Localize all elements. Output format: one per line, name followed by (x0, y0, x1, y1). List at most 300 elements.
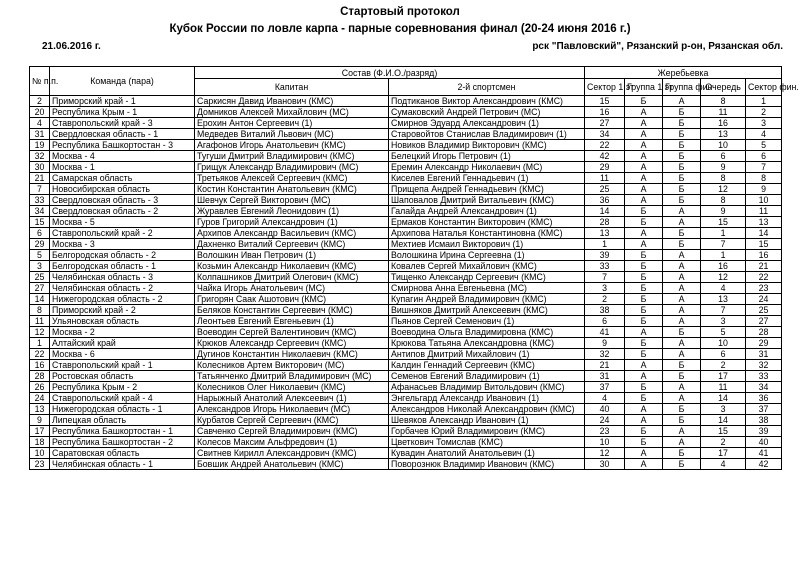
cell-team: Республика Башкортостан - 3 (50, 140, 195, 151)
cell-sector-stage1: 23 (585, 426, 625, 437)
cell-sector-stage1: 33 (585, 261, 625, 272)
cell-order: 6 (701, 349, 746, 360)
column-header-captain: Капитан (195, 79, 389, 96)
cell-order: 1 (701, 228, 746, 239)
cell-group-stage1: Б (625, 272, 663, 283)
cell-group-final: Б (663, 360, 701, 371)
cell-sector-final: 37 (746, 404, 782, 415)
cell-second-athlete: Сумаковский Андрей Петрович (МС) (389, 107, 585, 118)
cell-captain: Домников Алексей Михайлович (МС) (195, 107, 389, 118)
cell-number: 11 (30, 316, 50, 327)
cell-sector-final: 6 (746, 151, 782, 162)
cell-group-stage1: А (625, 448, 663, 459)
cell-sector-final: 7 (746, 162, 782, 173)
cell-group-final: Б (663, 327, 701, 338)
cell-group-final: А (663, 272, 701, 283)
table-row (30, 228, 782, 239)
cell-captain: Григорян Саак Ашотович (КМС) (195, 294, 389, 305)
cell-sector-stage1: 42 (585, 151, 625, 162)
cell-number: 21 (30, 173, 50, 184)
cell-sector-final: 41 (746, 448, 782, 459)
cell-team: Республика Башкортостан - 2 (50, 437, 195, 448)
table-row (30, 371, 782, 382)
table-row (30, 382, 782, 393)
cell-captain: Дугинов Константин Николаевич (КМС) (195, 349, 389, 360)
cell-second-athlete: Прищепа Андрей Геннадьевич (КМС) (389, 184, 585, 195)
cell-number: 10 (30, 448, 50, 459)
cell-number: 12 (30, 327, 50, 338)
cell-order: 16 (701, 118, 746, 129)
cell-captain: Леонтьев Евгений Евгеньевич (1) (195, 316, 389, 327)
cell-sector-final: 24 (746, 294, 782, 305)
cell-team: Нижегородская область - 1 (50, 404, 195, 415)
cell-team: Свердловская область - 3 (50, 195, 195, 206)
cell-group-stage1: Б (625, 261, 663, 272)
group-final-label: Группа фин (665, 82, 713, 92)
cell-sector-stage1: 41 (585, 327, 625, 338)
cell-team: Белгородская область - 1 (50, 261, 195, 272)
cell-group-final: Б (663, 129, 701, 140)
cell-sector-final: 3 (746, 118, 782, 129)
cell-sector-stage1: 3 (585, 283, 625, 294)
cell-sector-stage1: 12 (585, 448, 625, 459)
cell-group-stage1: А (625, 173, 663, 184)
cell-number: 6 (30, 228, 50, 239)
column-header-team: Команда (пара) (50, 67, 195, 96)
cell-group-stage1: Б (625, 305, 663, 316)
cell-group-stage1: А (625, 239, 663, 250)
cell-second-athlete: Старовойтов Станислав Владимирович (1) (389, 129, 585, 140)
table-row (30, 305, 782, 316)
cell-group-final: Б (663, 371, 701, 382)
table-row (30, 261, 782, 272)
cell-sector-final: 21 (746, 261, 782, 272)
cell-sector-stage1: 7 (585, 272, 625, 283)
table-row (30, 415, 782, 426)
cell-sector-stage1: 39 (585, 250, 625, 261)
cell-captain: Волошкин Иван Петрович (1) (195, 250, 389, 261)
cell-number: 29 (30, 239, 50, 250)
cell-number: 9 (30, 415, 50, 426)
cell-team: Москва - 1 (50, 162, 195, 173)
cell-order: 10 (701, 338, 746, 349)
cell-second-athlete: Белецкий Игорь Петрович (1) (389, 151, 585, 162)
cell-group-final: Б (663, 118, 701, 129)
cell-second-athlete: Архипова Наталья Константиновна (КМС) (389, 228, 585, 239)
cell-team: Москва - 3 (50, 239, 195, 250)
cell-sector-stage1: 36 (585, 195, 625, 206)
cell-number: 20 (30, 107, 50, 118)
cell-sector-stage1: 40 (585, 404, 625, 415)
cell-second-athlete: Афанасьев Владимир Витольдович (КМС) (389, 382, 585, 393)
cell-number: 1 (30, 338, 50, 349)
cell-captain: Ерохин Антон Сергеевич (1) (195, 118, 389, 129)
cell-number: 5 (30, 250, 50, 261)
group-stage1-label: Группа 1 эт (627, 82, 674, 92)
cell-order: 9 (701, 206, 746, 217)
cell-captain: Третьяков Алексей Сергеевич (КМС) (195, 173, 389, 184)
table-row (30, 316, 782, 327)
cell-group-stage1: Б (625, 283, 663, 294)
cell-group-stage1: Б (625, 349, 663, 360)
cell-sector-stage1: 24 (585, 415, 625, 426)
cell-sector-stage1: 10 (585, 437, 625, 448)
cell-order: 13 (701, 129, 746, 140)
cell-number: 32 (30, 151, 50, 162)
table-row (30, 206, 782, 217)
cell-sector-stage1: 25 (585, 184, 625, 195)
cell-sector-final: 42 (746, 459, 782, 470)
cell-sector-final: 36 (746, 393, 782, 404)
cell-team: Белгородская область - 2 (50, 250, 195, 261)
cell-number: 33 (30, 195, 50, 206)
cell-order: 2 (701, 437, 746, 448)
cell-sector-final: 15 (746, 239, 782, 250)
cell-group-final: А (663, 316, 701, 327)
cell-sector-final: 16 (746, 250, 782, 261)
cell-group-stage1: А (625, 162, 663, 173)
cell-group-final: Б (663, 173, 701, 184)
cell-group-final: А (663, 283, 701, 294)
cell-group-stage1: А (625, 184, 663, 195)
cell-captain: Шевчук Сергей Викторович (МС) (195, 195, 389, 206)
column-header-draw: Жеребьевка (585, 67, 782, 79)
cell-group-final: Б (663, 228, 701, 239)
cell-group-final: Б (663, 107, 701, 118)
cell-second-athlete: Пьянов Сергей Семенович (1) (389, 316, 585, 327)
table-row (30, 404, 782, 415)
cell-number: 23 (30, 459, 50, 470)
cell-second-athlete: Еремин Александр Николаевич (МС) (389, 162, 585, 173)
cell-group-stage1: А (625, 151, 663, 162)
cell-captain: Медведев Виталий Львович (МС) (195, 129, 389, 140)
cell-group-stage1: Б (625, 294, 663, 305)
cell-group-final: Б (663, 162, 701, 173)
column-header-group-stage1 (625, 79, 674, 96)
cell-captain: Саркисян Давид Иванович (КМС) (195, 96, 389, 107)
cell-captain: Колпашников Дмитрий Олегович (КМС) (195, 272, 389, 283)
cell-sector-stage1: 13 (585, 228, 625, 239)
venue-location: рск "Павловский", Рязанский р-он, Рязанская обл. (532, 41, 783, 52)
table-row (30, 151, 782, 162)
table-row (30, 349, 782, 360)
cell-sector-stage1: 16 (585, 107, 625, 118)
cell-second-athlete: Галайда Андрей Александрович (1) (389, 206, 585, 217)
cell-captain: Колесников Олег Николаевич (КМС) (195, 382, 389, 393)
cell-captain: Нарыжный Анатолий Алексеевич (1) (195, 393, 389, 404)
cell-order: 17 (701, 371, 746, 382)
table-row (30, 140, 782, 151)
table-row (30, 129, 782, 140)
cell-sector-stage1: 9 (585, 338, 625, 349)
cell-sector-stage1: 38 (585, 305, 625, 316)
table-row (30, 393, 782, 404)
cell-sector-stage1: 31 (585, 371, 625, 382)
cell-sector-stage1: 1 (585, 239, 625, 250)
cell-sector-stage1: 14 (585, 206, 625, 217)
cell-sector-final: 23 (746, 283, 782, 294)
cell-team: Москва - 4 (50, 151, 195, 162)
cell-order: 13 (701, 294, 746, 305)
table-row (30, 272, 782, 283)
cell-order: 3 (701, 316, 746, 327)
cell-sector-stage1: 15 (585, 96, 625, 107)
cell-order: 14 (701, 393, 746, 404)
cell-group-final: А (663, 437, 701, 448)
cell-sector-final: 38 (746, 415, 782, 426)
cell-team: Ростовская область (50, 371, 195, 382)
table-row (30, 294, 782, 305)
cell-team: Челябинская область - 2 (50, 283, 195, 294)
cell-number: 22 (30, 349, 50, 360)
cell-group-final: А (663, 338, 701, 349)
cell-second-athlete: Купагин Андрей Владимирович (КМС) (389, 294, 585, 305)
cell-second-athlete: Антипов Дмитрий Михайлович (1) (389, 349, 585, 360)
cell-number: 25 (30, 272, 50, 283)
cell-number: 30 (30, 162, 50, 173)
column-header-group-final (663, 79, 713, 96)
cell-group-stage1: А (625, 415, 663, 426)
cell-sector-stage1: 30 (585, 459, 625, 470)
cell-sector-final: 2 (746, 107, 782, 118)
start-protocol-table (29, 66, 799, 470)
cell-team: Республика Башкортостан - 1 (50, 426, 195, 437)
table-row (30, 96, 782, 107)
cell-group-stage1: Б (625, 217, 663, 228)
cell-captain: Свитнев Кирилл Александрович (КМС) (195, 448, 389, 459)
cell-order: 7 (701, 305, 746, 316)
number-header-label: № п.п. (32, 76, 59, 86)
cell-captain: Архипов Александр Васильевич (КМС) (195, 228, 389, 239)
cell-group-final: А (663, 96, 701, 107)
cell-order: 7 (701, 239, 746, 250)
cell-second-athlete: Подтиканов Виктор Александрович (КМС) (389, 96, 585, 107)
cell-number: 7 (30, 184, 50, 195)
table-row (30, 283, 782, 294)
cell-sector-final: 9 (746, 184, 782, 195)
cell-group-final: А (663, 250, 701, 261)
column-header-sector-final (746, 79, 799, 96)
cell-group-stage1: А (625, 195, 663, 206)
cell-captain: Колесников Артем Викторович (МС) (195, 360, 389, 371)
cell-captain: Козьмин Александр Николаевич (КМС) (195, 261, 389, 272)
cell-group-final: А (663, 294, 701, 305)
cell-team: Ставропольский край - 2 (50, 228, 195, 239)
cell-team: Свердловская область - 1 (50, 129, 195, 140)
table-row (30, 184, 782, 195)
cell-group-stage1: Б (625, 437, 663, 448)
cell-number: 13 (30, 404, 50, 415)
cell-team: Ставропольский край - 3 (50, 118, 195, 129)
cell-sector-final: 31 (746, 349, 782, 360)
cell-number: 8 (30, 305, 50, 316)
cell-sector-final: 32 (746, 360, 782, 371)
cell-order: 8 (701, 96, 746, 107)
cell-second-athlete: Волошкина Ирина Сергеевна (1) (389, 250, 585, 261)
cell-sector-final: 10 (746, 195, 782, 206)
cell-captain: Татьянченко Дмитрий Владимирович (МС) (195, 371, 389, 382)
cell-sector-final: 22 (746, 272, 782, 283)
cell-number: 17 (30, 426, 50, 437)
cell-sector-stage1: 32 (585, 349, 625, 360)
cell-second-athlete: Калдин Геннадий Сергеевич (КМС) (389, 360, 585, 371)
table-row (30, 118, 782, 129)
cell-sector-stage1: 37 (585, 382, 625, 393)
cell-team: Москва - 5 (50, 217, 195, 228)
cell-order: 12 (701, 272, 746, 283)
cell-second-athlete: Кувадин Анатолий Анатольевич (1) (389, 448, 585, 459)
table-row (30, 437, 782, 448)
table-row (30, 239, 782, 250)
cell-number: 15 (30, 217, 50, 228)
cell-team: Новосибирская область (50, 184, 195, 195)
cell-group-final: А (663, 426, 701, 437)
cell-group-final: А (663, 217, 701, 228)
cell-captain: Савченко Сергей Владимирович (КМС) (195, 426, 389, 437)
cell-second-athlete: Шевяков Александр Иванович (1) (389, 415, 585, 426)
cell-order: 6 (701, 151, 746, 162)
column-header-second-athlete: 2-й спортсмен (389, 79, 585, 96)
cell-group-stage1: Б (625, 426, 663, 437)
cell-group-stage1: Б (625, 382, 663, 393)
cell-order: 4 (701, 283, 746, 294)
cell-team: Самарская область (50, 173, 195, 184)
cell-sector-final: 34 (746, 382, 782, 393)
cell-number: 24 (30, 393, 50, 404)
cell-group-final: Б (663, 448, 701, 459)
cell-order: 9 (701, 162, 746, 173)
cell-sector-stage1: 6 (585, 316, 625, 327)
cell-captain: Александров Игорь Николаевич (МС) (195, 404, 389, 415)
cell-group-stage1: А (625, 107, 663, 118)
cell-sector-final: 8 (746, 173, 782, 184)
cell-sector-stage1: 27 (585, 118, 625, 129)
table-row (30, 448, 782, 459)
cell-second-athlete: Крюкова Татьяна Александровна (КМС) (389, 338, 585, 349)
page-title: Стартовый протокол (340, 6, 460, 18)
cell-group-final: Б (663, 415, 701, 426)
cell-order: 3 (701, 404, 746, 415)
cell-second-athlete: Энгельгард Александр Иванович (1) (389, 393, 585, 404)
cell-captain: Бовшик Андрей Анатольевич (КМС) (195, 459, 389, 470)
cell-second-athlete: Семенов Евгений Владимирович (1) (389, 371, 585, 382)
cell-number: 18 (30, 437, 50, 448)
table-row (30, 173, 782, 184)
cell-team: Челябинская область - 1 (50, 459, 195, 470)
cell-group-final: Б (663, 184, 701, 195)
cell-sector-final: 29 (746, 338, 782, 349)
cell-group-stage1: А (625, 371, 663, 382)
cell-sector-final: 40 (746, 437, 782, 448)
table-row (30, 250, 782, 261)
cell-sector-final: 27 (746, 316, 782, 327)
cell-number: 2 (30, 96, 50, 107)
cell-captain: Грищук Александр Владимирович (МС) (195, 162, 389, 173)
cell-group-final: Б (663, 404, 701, 415)
cell-second-athlete: Ковалев Сергей Михайлович (КМС) (389, 261, 585, 272)
cell-group-final: А (663, 382, 701, 393)
cell-team: Республика Крым - 2 (50, 382, 195, 393)
cell-sector-final: 33 (746, 371, 782, 382)
cell-sector-final: 25 (746, 305, 782, 316)
column-header-number (30, 67, 59, 96)
cell-group-final: Б (663, 239, 701, 250)
cell-captain: Тугуши Дмитрий Владимирович (КМС) (195, 151, 389, 162)
cell-number: 31 (30, 129, 50, 140)
sector-stage1-label: Сектор 1 эт (587, 82, 635, 92)
cell-second-athlete: Смирнова Анна Евгеньевна (МС) (389, 283, 585, 294)
cell-team: Приморский край - 1 (50, 96, 195, 107)
cell-team: Москва - 6 (50, 349, 195, 360)
cell-sector-stage1: 22 (585, 140, 625, 151)
cell-captain: Крюков Александр Сергеевич (КМС) (195, 338, 389, 349)
table-row (30, 338, 782, 349)
cell-group-stage1: Б (625, 338, 663, 349)
cell-team: Ставропольский край - 1 (50, 360, 195, 371)
cell-captain: Воеводин Сергей Валентинович (КМС) (195, 327, 389, 338)
cell-sector-final: 5 (746, 140, 782, 151)
cell-number: 27 (30, 283, 50, 294)
cell-order: 15 (701, 426, 746, 437)
cell-group-stage1: А (625, 459, 663, 470)
cell-order: 11 (701, 107, 746, 118)
cell-sector-final: 28 (746, 327, 782, 338)
cell-order: 15 (701, 217, 746, 228)
cell-order: 12 (701, 184, 746, 195)
cell-group-final: Б (663, 195, 701, 206)
cell-captain: Курбатов Сергей Сергеевич (КМС) (195, 415, 389, 426)
cell-number: 28 (30, 371, 50, 382)
cell-second-athlete: Поворознюк Владимир Иванович (КМС) (389, 459, 585, 470)
sector-final-label: Сектор фин. (748, 82, 799, 92)
cell-number: 26 (30, 382, 50, 393)
cell-team: Свердловская область - 2 (50, 206, 195, 217)
table-row (30, 107, 782, 118)
cell-order: 11 (701, 382, 746, 393)
cell-order: 8 (701, 173, 746, 184)
cell-second-athlete: Цветкович Томислав (КМС) (389, 437, 585, 448)
cell-captain: Чайка Игорь Анатольевич (МС) (195, 283, 389, 294)
table-row (30, 327, 782, 338)
cell-captain: Журавлев Евгений Леонидович (1) (195, 206, 389, 217)
cell-team: Ставропольский край - 4 (50, 393, 195, 404)
cell-team: Ульяновская область (50, 316, 195, 327)
cell-sector-stage1: 21 (585, 360, 625, 371)
cell-sector-final: 1 (746, 96, 782, 107)
cell-number: 19 (30, 140, 50, 151)
cell-group-stage1: Б (625, 393, 663, 404)
cell-order: 8 (701, 195, 746, 206)
cell-order: 2 (701, 360, 746, 371)
cell-second-athlete: Мехтиев Исмаил Викторович (1) (389, 239, 585, 250)
cell-group-stage1: А (625, 228, 663, 239)
table-row (30, 162, 782, 173)
cell-second-athlete: Новиков Владимир Викторович (КМС) (389, 140, 585, 151)
cell-team: Нижегородская область - 2 (50, 294, 195, 305)
cell-sector-stage1: 11 (585, 173, 625, 184)
cell-number: 16 (30, 360, 50, 371)
cell-order: 10 (701, 140, 746, 151)
cell-group-final: Б (663, 459, 701, 470)
cell-second-athlete: Смирнов Эдуард Александрович (1) (389, 118, 585, 129)
cell-team: Москва - 2 (50, 327, 195, 338)
cell-sector-stage1: 28 (585, 217, 625, 228)
cell-sector-stage1: 29 (585, 162, 625, 173)
cell-sector-stage1: 4 (585, 393, 625, 404)
table-row (30, 426, 782, 437)
cell-group-stage1: А (625, 360, 663, 371)
cell-second-athlete: Воеводина Ольга Владимировна (КМС) (389, 327, 585, 338)
